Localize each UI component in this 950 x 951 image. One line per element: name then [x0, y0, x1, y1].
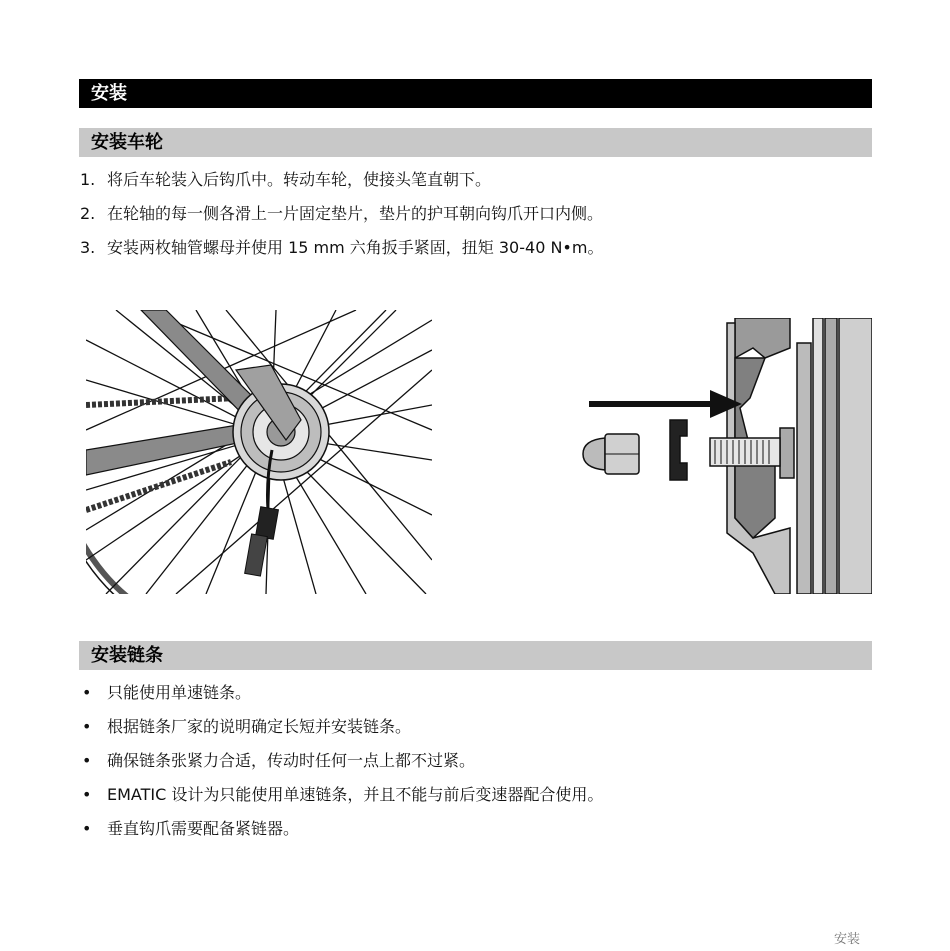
page-footer-label: 安装	[833, 932, 860, 947]
axle-nut-washer-illustration	[575, 318, 872, 594]
step-text: 在轮轴的每一侧各滑上一片固定垫片，垫片的护耳朝向钩爪开口内侧。	[107, 204, 604, 223]
bullet-dot: •	[82, 683, 92, 702]
bullet-dot: •	[82, 819, 92, 838]
subsection-title-chain: 安装链条	[91, 645, 163, 666]
step-1	[80, 170, 491, 190]
step-number: 3.	[80, 238, 96, 257]
bullet-text: 确保链条张紧力合适，传动时任何一点上都不过紧。	[107, 751, 476, 770]
bullet-item	[80, 683, 251, 703]
bullet-item	[80, 819, 299, 839]
bullet-dot: •	[82, 717, 92, 736]
step-2	[80, 204, 603, 224]
bullet-item	[80, 751, 475, 771]
bullet-dot: •	[82, 785, 92, 804]
step-number: 1.	[80, 170, 96, 189]
section-header-install	[79, 79, 872, 108]
step-3	[80, 238, 603, 258]
rear-wheel-hub-illustration	[86, 310, 432, 594]
bullet-text: 垂直钩爪需要配备紧链器。	[107, 819, 300, 838]
bullet-text: 根据链条厂家的说明确定长短并安装链条。	[107, 717, 412, 736]
section-header-title: 安装	[91, 83, 127, 104]
subsection-title-wheel: 安装车轮	[91, 132, 163, 153]
bullet-text: 只能使用单速链条。	[107, 683, 252, 702]
bullet-item	[80, 717, 411, 737]
subsection-header-chain	[79, 641, 872, 670]
bullet-dot: •	[82, 751, 92, 770]
bullet-item	[80, 785, 603, 805]
step-text: 安装两枚轴管螺母并使用 15 mm 六角扳手紧固，扭矩 30-40 N•m。	[107, 238, 604, 257]
bullet-text: EMATIC 设计为只能使用单速链条，并且不能与前后变速器配合使用。	[107, 785, 604, 804]
step-text: 将后车轮装入后钩爪中。转动车轮，使接头笔直朝下。	[107, 170, 492, 189]
step-number: 2.	[80, 204, 96, 223]
subsection-header-wheel	[79, 128, 872, 157]
